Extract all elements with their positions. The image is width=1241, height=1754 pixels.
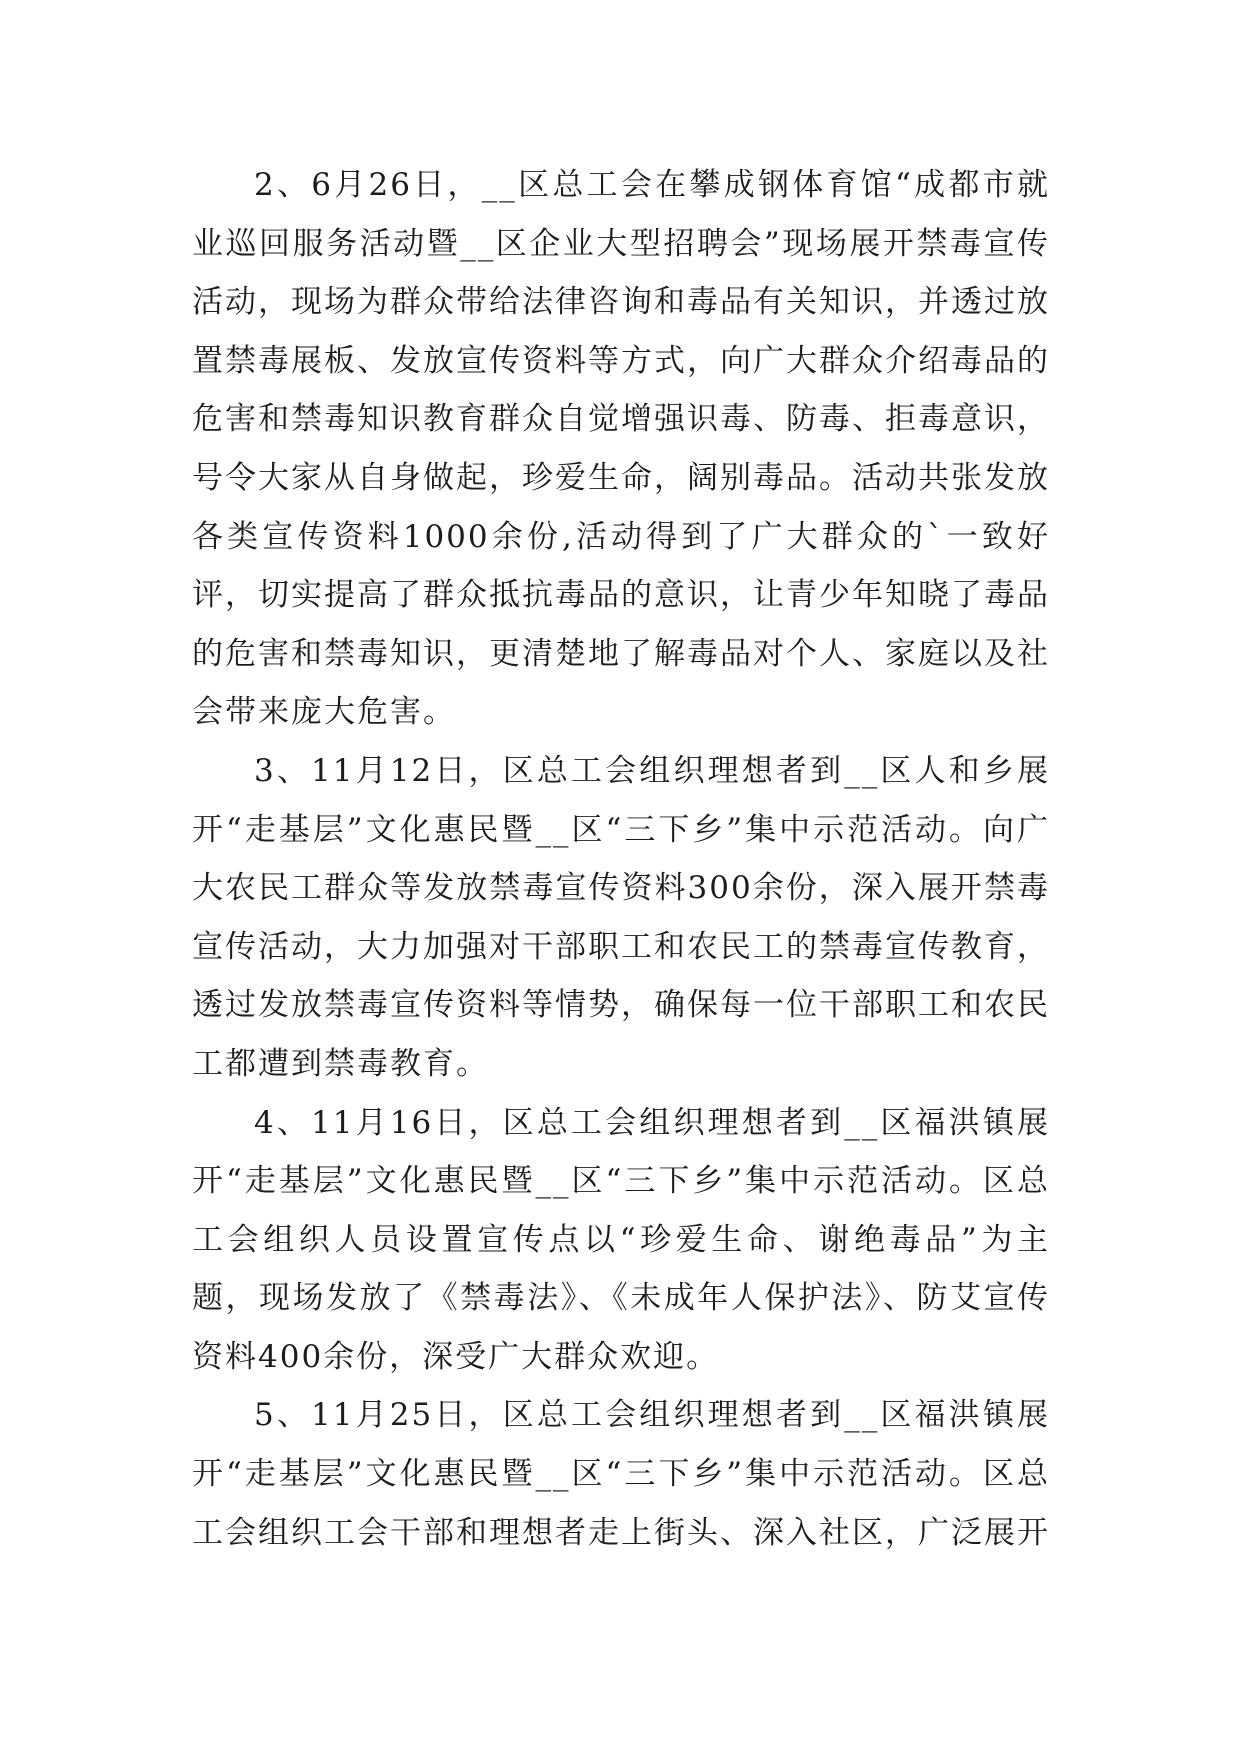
paragraph-item-4: 4、11月16日，区总工会组织理想者到__区福洪镇展开“走基层”文化惠民暨__区“三下乡”集中示范活动。区总工会组织人员设置宣传点以“珍爱生命、谢绝毒品”为主题，现场发放了《禁毒法》、《未成年人保护法》、防艾宣传资料400余份，深受广大群众欢迎。 [192, 1104, 1050, 1375]
document-body [192, 156, 1050, 1562]
paragraph-item-3: 3、11月12日，区总工会组织理想者到__区人和乡展开“走基层”文化惠民暨__区“三下乡”集中示范活动。向广大农民工群众等发放禁毒宣传资料300余份，深入展开禁毒宣传活动，大力加强对干部职工和农民工的禁毒宣传教育，透过发放禁毒宣传资料等情势，确保每一位干部职工和农民工都遭到禁毒教育。 [192, 752, 1050, 1082]
paragraph-item-2: 2、6月26日，__区总工会在攀成钢体育馆“成都市就业巡回服务活动暨__区企业大型招聘会”现场展开禁毒宣传活动，现场为群众带给法律咨询和毒品有关知识，并透过放置禁毒展板、发放宣传资料等方式，向广大群众介绍毒品的危害和禁毒知识教育群众自觉增强识毒、防毒、拒毒意识，号令大家从自身做起，珍爱生命，阔别毒品。活动共张发放各类宣传资料1000余份,活动得到了广大群众的`一致好评，切实提高了群众抵抗毒品的意识，让青少年知晓了毒品的危害和禁毒知识，更清楚地了解毒品对个人、家庭以及社会带来庞大危害。 [192, 167, 1050, 731]
paragraph-item-5: 5、11月25日，区总工会组织理想者到__区福洪镇展开“走基层”文化惠民暨__区“三下乡”集中示范活动。区总工会组织工会干部和理想者走上街头、深入社区，广泛展开 [192, 1397, 1050, 1551]
